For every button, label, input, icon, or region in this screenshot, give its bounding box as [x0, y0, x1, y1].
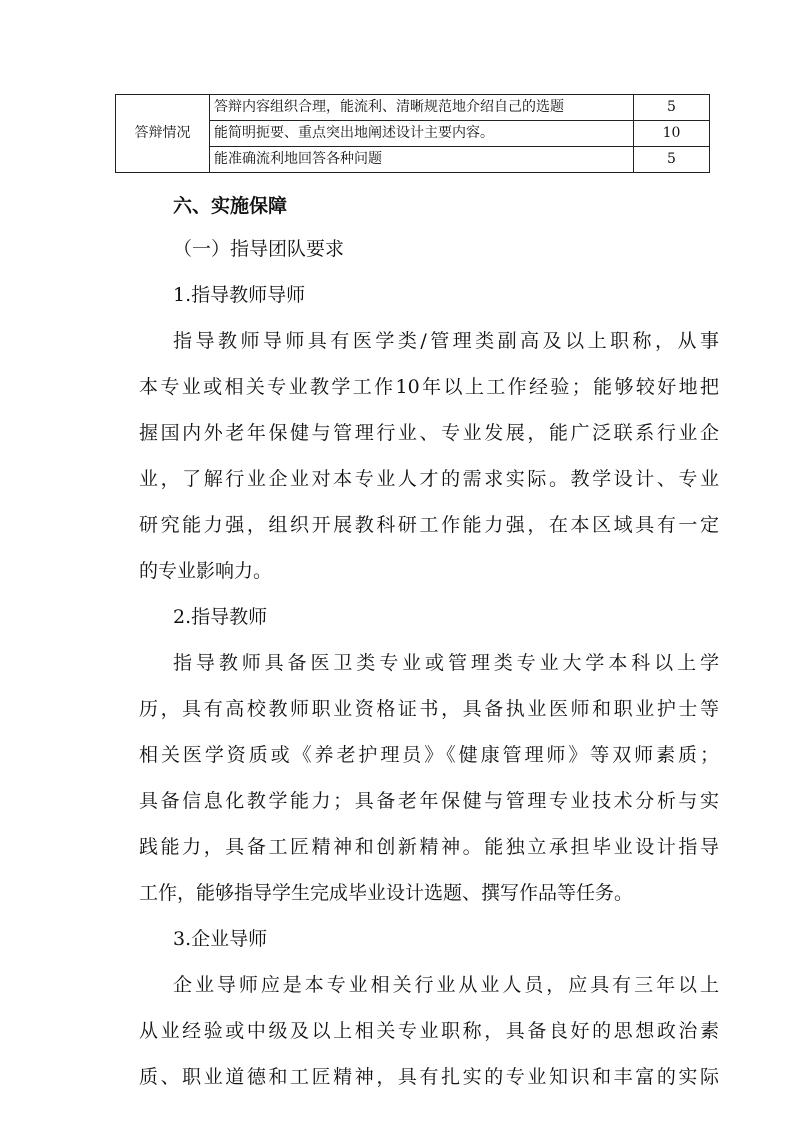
- paragraph-line: 从业经验或中级及以上相关专业职称，具备良好的思想政治素: [139, 1020, 719, 1042]
- paragraph-line: 指导教师具备医卫类专业或管理类专业大学本科以上学: [173, 652, 719, 674]
- item-heading: 1.指导教师导师: [173, 284, 306, 306]
- subsection-title: （一）指导团队要求: [173, 238, 345, 260]
- paragraph-line: 本专业或相关专业教学工作10年以上工作经验；能够较好地把: [139, 376, 719, 398]
- section-title: 六、实施保障: [173, 195, 288, 217]
- criterion-cell: 能简明扼要、重点突出地阐述设计主要内容。: [210, 121, 634, 147]
- criterion-cell: 答辩内容组织合理，能流利、清晰规范地介绍自己的选题: [210, 95, 634, 121]
- item-heading: 3.企业导师: [173, 928, 268, 950]
- paragraph-line: 质、职业道德和工匠精神，具有扎实的专业知识和丰富的实际: [139, 1066, 719, 1088]
- paragraph-line: 相关医学资质或《养老护理员》《健康管理师》等双师素质；: [139, 744, 719, 766]
- paragraph: [139, 318, 719, 594]
- evaluation-table: [115, 94, 710, 173]
- criterion-cell: 能准确流利地回答各种问题: [210, 147, 634, 173]
- score-cell: 5: [634, 95, 710, 121]
- score-cell: 10: [634, 121, 710, 147]
- document-body: [139, 186, 719, 1100]
- paragraph-line: 研究能力强，组织开展教科研工作能力强，在本区域具有一定: [139, 514, 719, 536]
- paragraph-line: 历，具有高校教师职业资格证书，具备执业医师和职业护士等: [139, 698, 719, 720]
- paragraph-line: 工作，能够指导学生完成毕业设计选题、撰写作品等任务。: [139, 882, 634, 904]
- item-heading: 2.指导教师: [173, 606, 268, 628]
- category-cell: 答辩情况: [116, 95, 210, 173]
- paragraph: [139, 640, 719, 916]
- paragraph-line: 践能力，具备工匠精神和创新精神。能独立承担毕业设计指导: [139, 836, 719, 858]
- paragraph-line: 指导教师导师具有医学类/管理类副高及以上职称，从事: [173, 330, 719, 352]
- paragraph: [139, 962, 719, 1100]
- paragraph-line: 握国内外老年保健与管理行业、专业发展，能广泛联系行业企: [139, 422, 719, 444]
- paragraph-line: 的专业影响力。: [139, 560, 273, 582]
- paragraph-line: 具备信息化教学能力；具备老年保健与管理专业技术分析与实: [139, 790, 719, 812]
- paragraph-line: 企业导师应是本专业相关行业从业人员，应具有三年以上: [173, 974, 719, 996]
- score-cell: 5: [634, 147, 710, 173]
- table-row: [116, 95, 710, 121]
- paragraph-line: 业，了解行业企业对本专业人才的需求实际。教学设计、专业: [139, 468, 719, 490]
